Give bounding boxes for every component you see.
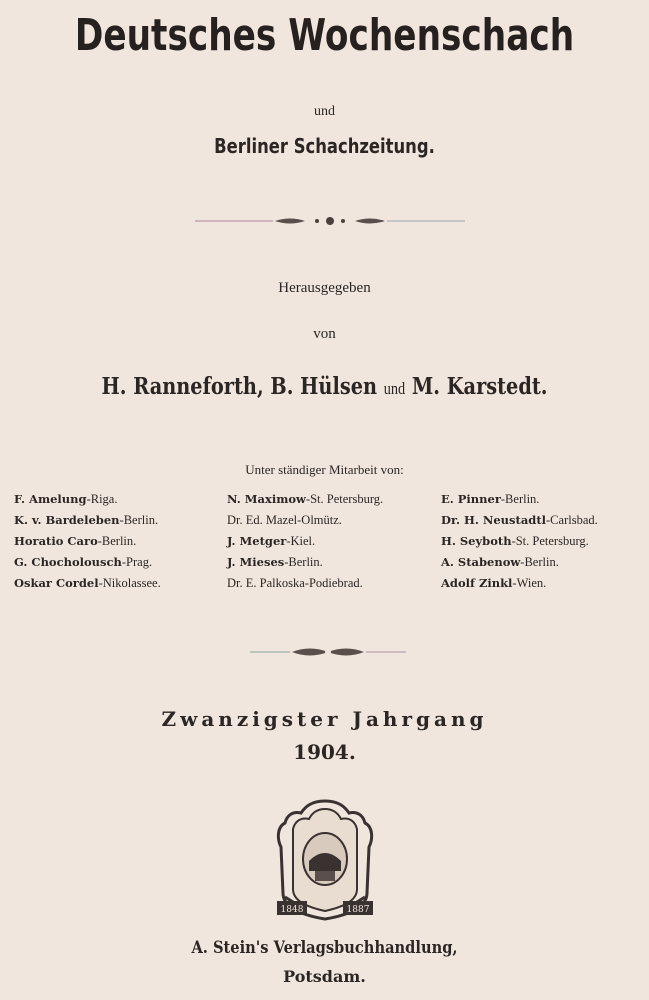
volume-label: Zwanzigster Jahrgang — [161, 707, 488, 731]
contributor — [14, 531, 161, 552]
publisher-name: A. Stein's Verlagsbuchhandlung, — [191, 938, 458, 958]
ornament-divider-bottom — [250, 645, 406, 659]
contributor-name: N. Maximow — [227, 492, 306, 506]
editor-intro: Herausgegeben — [278, 280, 371, 296]
contributor — [227, 510, 383, 531]
contributor-name: Adolf Zinkl — [441, 576, 513, 590]
contributor-place: -Berlin. — [520, 555, 559, 569]
contributor-place: -Berlin. — [97, 534, 137, 548]
emblem-year-right: 1887 — [346, 905, 370, 915]
contributor-name: Dr. Ed. Mazel — [227, 513, 298, 527]
contributor — [227, 489, 383, 510]
contributor-place: -Prag. — [121, 555, 153, 569]
contributor — [441, 552, 598, 573]
contributor-place: -St. Petersburg. — [511, 534, 589, 548]
editors-und: und — [383, 379, 406, 398]
editor-von: von — [313, 326, 336, 342]
contributor-place: -Carlsbad. — [546, 513, 598, 527]
publisher-emblem — [271, 797, 379, 925]
contributors-column-2 — [227, 489, 383, 594]
contributor — [227, 552, 383, 573]
page-title: Deutsches Wochenschach — [74, 10, 575, 61]
volume-year: 1904. — [293, 740, 356, 764]
contributor-place: -Nikolassee. — [98, 576, 161, 590]
editors-last: M. Karstedt. — [411, 373, 548, 400]
contributor-place: -Podiebrad. — [304, 576, 363, 590]
ornament-divider-top — [195, 214, 465, 228]
contributors-column-3 — [441, 489, 598, 594]
contributor — [441, 531, 598, 552]
contributor — [227, 573, 383, 594]
contributor-place: -Olmütz. — [297, 513, 342, 527]
contributor-name: Dr. H. Neustadtl — [441, 513, 547, 527]
editors-first: H. Ranneforth, B. Hülsen — [101, 373, 378, 400]
page-subtitle: Berliner Schachzeitung. — [214, 134, 435, 158]
contributor-place: -Berlin. — [284, 555, 323, 569]
contributor — [441, 510, 598, 531]
contributor-name: J. Metger — [227, 534, 287, 548]
contributor — [14, 552, 161, 573]
contributor — [441, 573, 598, 594]
contributor-name: K. v. Bardeleben — [14, 513, 120, 527]
contributor-name: J. Mieses — [227, 555, 285, 569]
emblem-year-left: 1848 — [280, 905, 304, 915]
publisher-city: Potsdam. — [283, 967, 366, 986]
conjunction-und: und — [314, 104, 335, 119]
contributor-name: Oskar Cordel — [14, 576, 99, 590]
contributor-name: F. Amelung — [14, 492, 87, 506]
contributor-name: Dr. E. Palkoska — [227, 576, 305, 590]
contributor-name: Horatio Caro — [14, 534, 98, 548]
contributors-column-1 — [14, 489, 161, 594]
contributor-place: -Berlin. — [500, 492, 540, 506]
contributor-place: -St. Petersburg. — [305, 492, 384, 506]
contributor-place: -Kiel. — [286, 534, 316, 548]
contributor — [227, 531, 383, 552]
contributor — [14, 489, 161, 510]
contributor-name: G. Chocholousch — [14, 555, 122, 569]
contributor-place: -Wien. — [512, 576, 547, 590]
contributor-name: A. Stabenow — [441, 555, 521, 569]
contributor-name: E. Pinner — [441, 492, 501, 506]
contributor — [14, 573, 161, 594]
contributors-heading: Unter ständiger Mitarbeit von: — [245, 462, 404, 477]
contributor-name: H. Seyboth — [441, 534, 512, 548]
contributor-place: -Riga. — [86, 492, 118, 506]
contributor — [14, 510, 161, 531]
editors-line — [52, 373, 597, 400]
contributor-place: -Berlin. — [119, 513, 159, 527]
contributor — [441, 489, 598, 510]
